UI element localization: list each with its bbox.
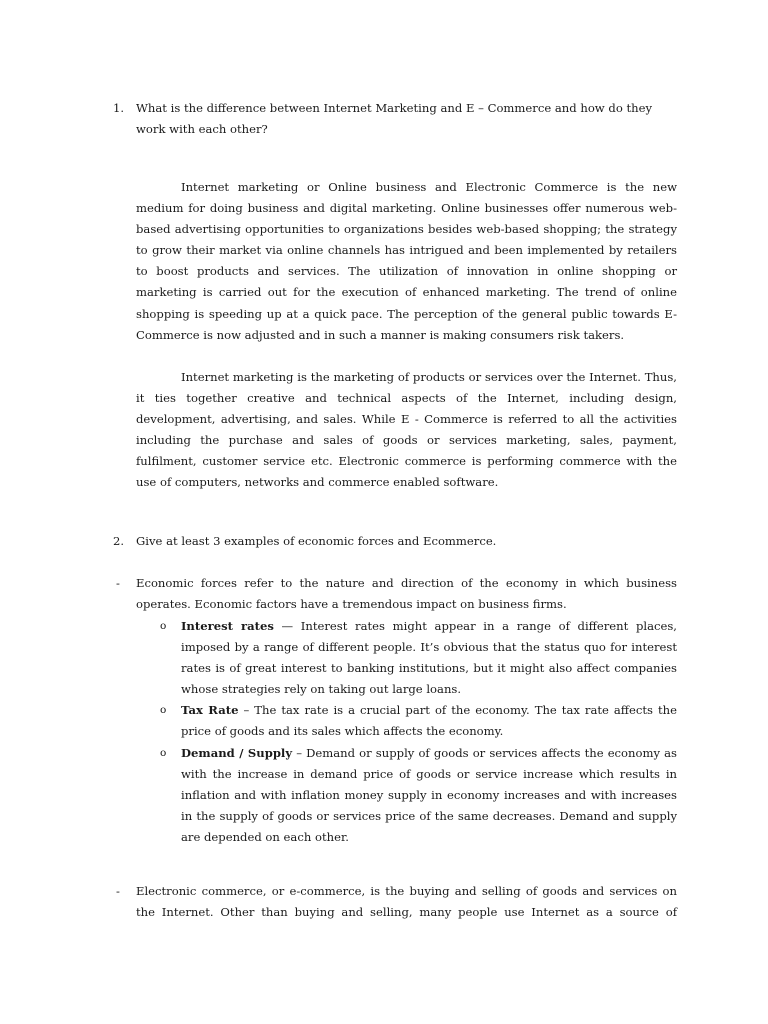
separator-demand-supply: – (292, 746, 307, 760)
term-interest-rates: Interest rates (181, 619, 274, 633)
question-2-number: 2. (113, 534, 125, 548)
sub-bullet-tax-rate: o (160, 704, 167, 716)
question-1-text: What is the difference between Internet Marketing and E – Commerce and how do they work with each other? (136, 101, 653, 137)
term-demand-supply: Demand / Supply (181, 746, 293, 760)
item-demand-supply (181, 743, 677, 848)
sub-bullet-demand-supply: o (160, 747, 167, 759)
ecommerce-paragraph: Electronic commerce, or e-commerce, is the buying and selling of goods and services on the Internet. Other than buying and selling, many people use Internet as a source of (136, 884, 677, 920)
dash-bullet-2: - (116, 884, 120, 898)
question-2-text: Give at least 3 examples of economic forces and Ecommerce. (136, 534, 497, 548)
question-1-number: 1. (113, 101, 125, 115)
text-interest-rates: Interest rates might appear in a range of different places, imposed by a range of different people. It’s obvious that the status quo for interest rates is of great interest to banking institutions, but it might also affect companies whose strategies rely on taking out large loans. (181, 619, 677, 697)
answer-1-paragraph-1: Internet marketing or Online business and Electronic Commerce is the new medium for doing business and digital marketing. Online businesses offer numerous web-based advertising opportunities to organizations besides web-based shopping; the strategy to grow their market via online channels has intrigued and been implemented by retailers to boost products and services. The utilization of innovation in online shopping or marketing is carried out for the execution of enhanced marketing. The trend of online shopping is speeding up at a quick pace. The perception of the general public towards E-Commerce is now adjusted and in such a manner is making consumers risk takers. (136, 180, 677, 342)
text-tax-rate: The tax rate is a crucial part of the economy. The tax rate affects the price of goods and its sales which affects the economy. (181, 703, 678, 739)
text-demand-supply: Demand or supply of goods or services affects the economy as with the increase in demand price of goods or service increase which results in inflation and with inflation money supply in economy increases and with increases in the supply of goods or services price of the same decreases. Demand and supply are depended on each other. (181, 746, 677, 845)
separator-interest-rates: — (273, 619, 301, 633)
dash-bullet-1: - (116, 576, 120, 590)
item-tax-rate (181, 700, 677, 742)
separator-tax-rate: – (238, 703, 255, 717)
sub-bullet-interest-rates: o (160, 620, 167, 632)
term-tax-rate: Tax Rate (181, 703, 239, 717)
item-interest-rates (181, 616, 677, 700)
answer-1-paragraph-2: Internet marketing is the marketing of products or services over the Internet. Thus, it ties together creative and technical aspects of the Internet, including design, development, advertising, and sales. While E - Commerce is referred to all the activities including the purchase and sales of goods or services marketing, sales, payment, fulfilment, customer service etc. Electronic commerce is performing commerce with the use of computers, networks and commerce enabled software. (136, 370, 677, 490)
economic-forces-intro: Economic forces refer to the nature and direction of the economy in which business operates. Economic factors have a tremendous impact on business firms. (136, 576, 677, 612)
